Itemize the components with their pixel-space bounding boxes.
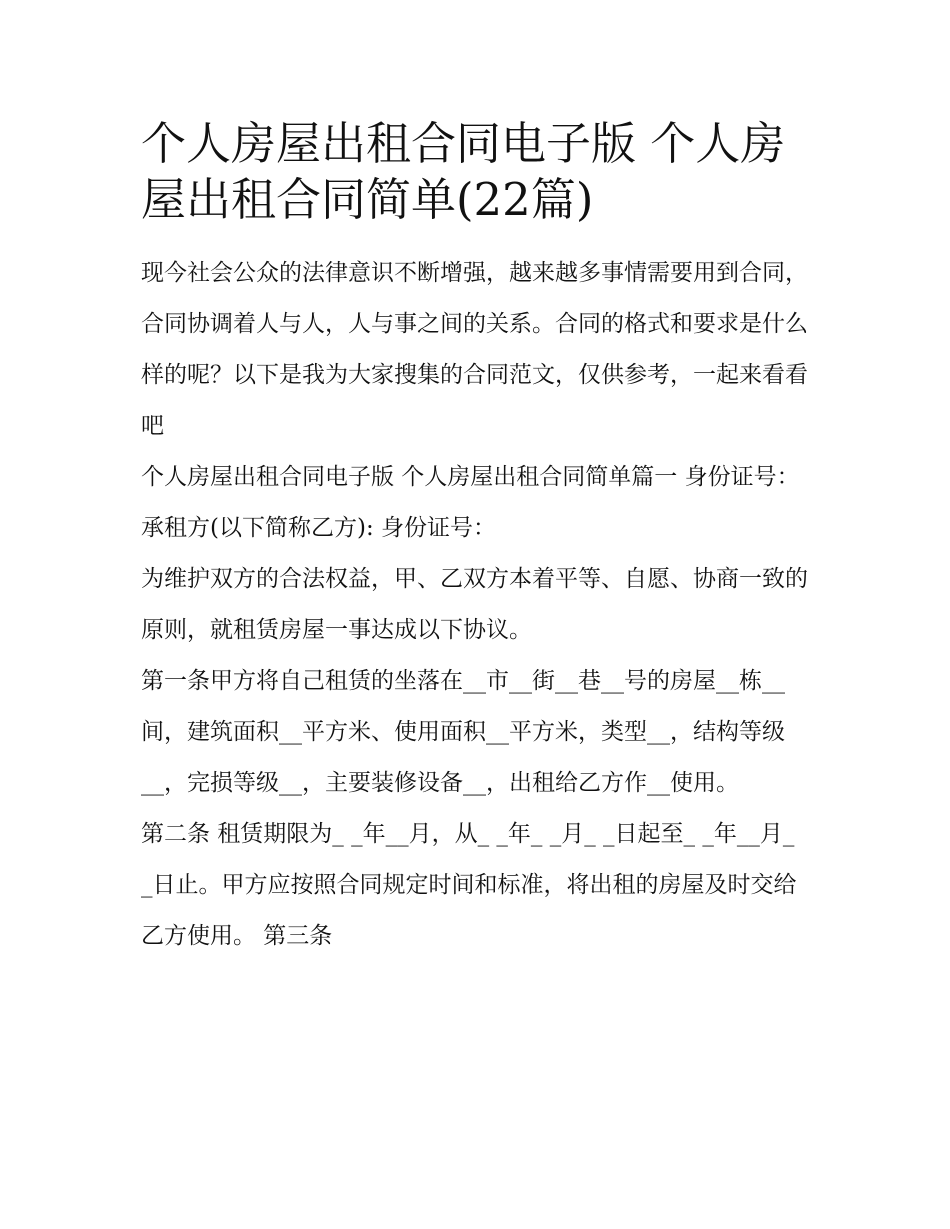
paragraph-clause-1: 第一条甲方将自己租赁的坐落在__市__街__巷__号的房屋__栋__间，建筑面积__平方米、使用面积__平方米，类型__，结构等级__，完损等级__，主要装修设备__，出租给乙方作__使用。 <box>141 668 785 796</box>
document-body <box>141 248 813 962</box>
paragraph-heading-article-1: 个人房屋出租合同电子版 个人房屋出租合同简单篇一 身份证号： 承租方(以下简称乙方): 身份证号： <box>141 464 807 541</box>
paragraph-clause-2: 第二条 租赁期限为_ _年__月，从_ _年_ _月_ _日起至_ _年__月_ <box>141 821 795 847</box>
paragraph-purpose: 为维护双方的合法权益，甲、乙双方本着平等、自愿、协商一致的原则，就租赁房屋一事达成以下协议。 <box>141 566 808 643</box>
document-title: 个人房屋出租合同电子版 个人房屋出租合同简单(22篇) <box>141 117 786 226</box>
document-page <box>141 116 813 962</box>
paragraph-clause-2-continued: _日止。甲方应按照合同规定时间和标准，将出租的房屋及时交给乙方使用。 第三条 <box>141 872 797 949</box>
paragraph-intro: 现今社会公众的法律意识不断增强，越来越多事情需要用到合同，合同协调着人与人，人与事之间的关系。合同的格式和要求是什么样的呢？以下是我为大家搜集的合同范文，仅供参考，一起来看看吧 <box>141 260 808 439</box>
